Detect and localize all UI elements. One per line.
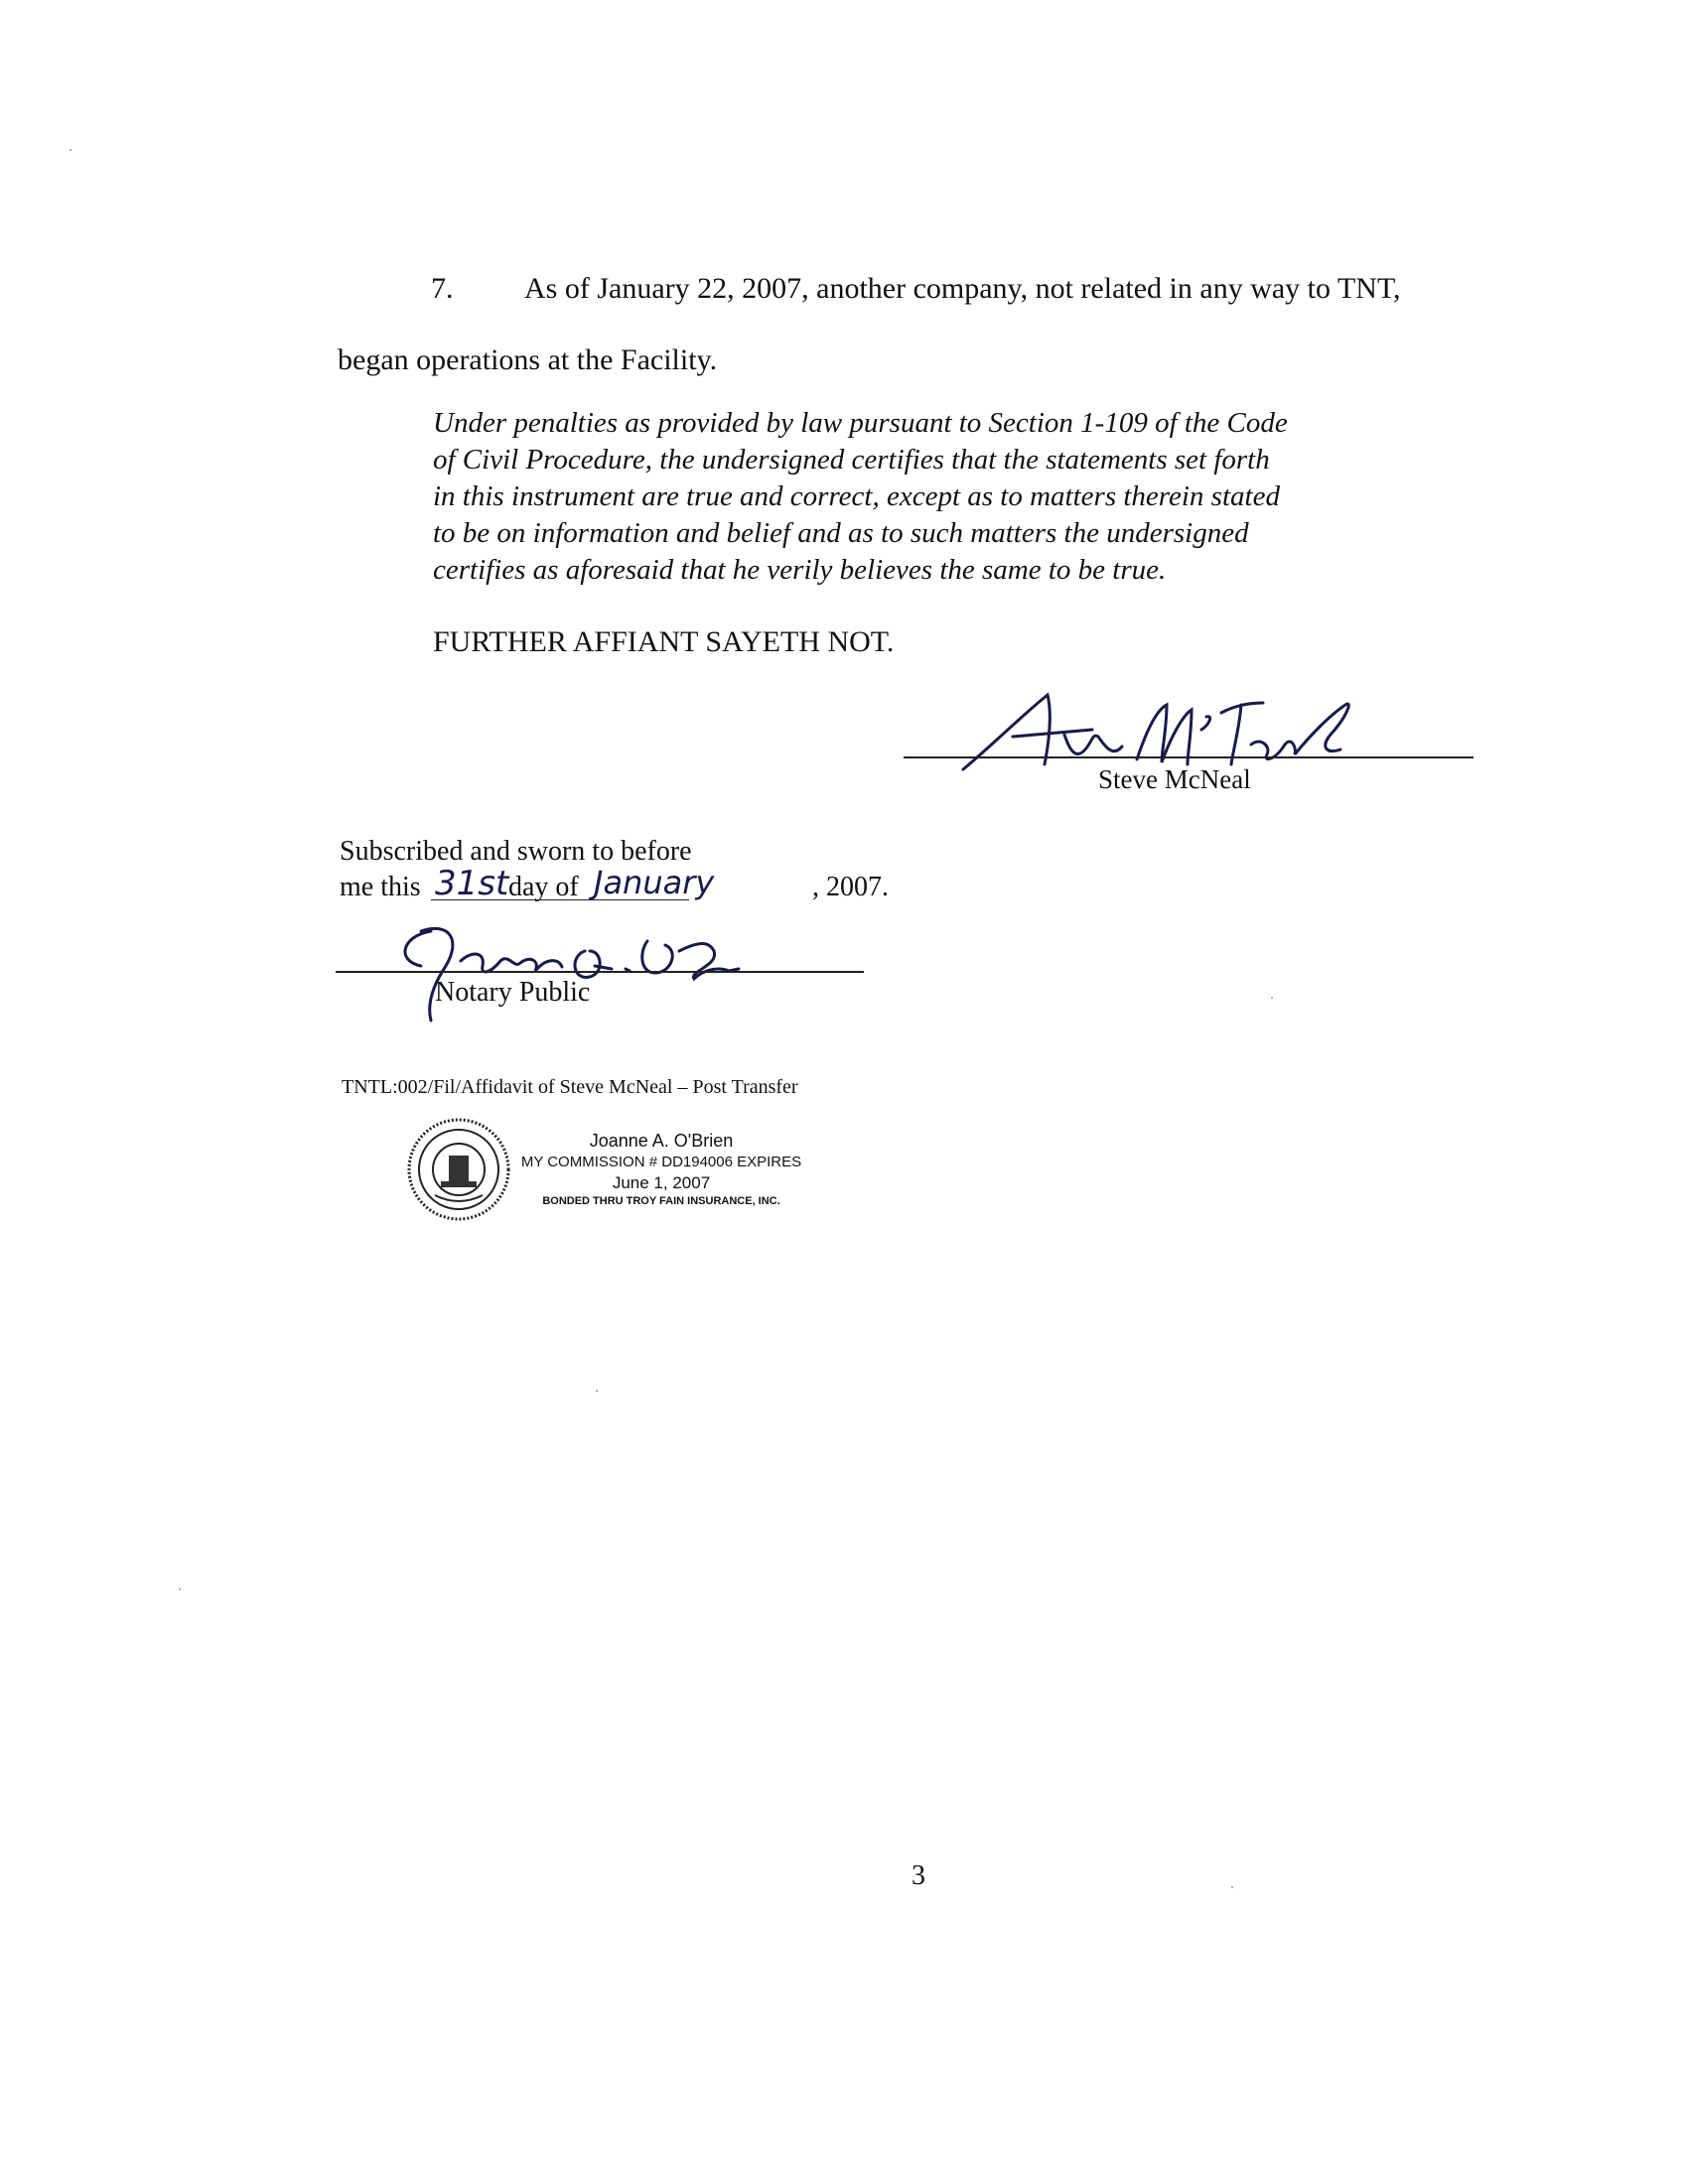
jurat-year: , 2007.	[812, 872, 889, 902]
scan-speck	[1231, 1886, 1233, 1888]
scan-speck	[70, 149, 71, 151]
certification-block	[433, 405, 1406, 589]
affiant-name: Steve McNeal	[1098, 764, 1251, 794]
seal-commission: MY COMMISSION # DD194006 EXPIRES	[520, 1154, 802, 1170]
certification-line: to be on information and belief and as to such matters the undersigned	[433, 517, 1249, 549]
scan-speck	[596, 1390, 598, 1392]
notary-label: Notary Public	[435, 977, 591, 1008]
jurat-day-of: day of	[508, 872, 579, 902]
notary-seal-text	[512, 1130, 810, 1209]
certification-line: Under penalties as provided by law pursuant to Section 1-109 of the Code	[433, 407, 1288, 439]
jurat-line-1: Subscribed and sworn to before	[340, 836, 692, 867]
file-reference: TNTL:002/Fil/Affidavit of Steve McNeal – Post Transfer	[342, 1076, 798, 1098]
handwritten-month: January	[594, 864, 715, 901]
jurat-line-2	[340, 864, 915, 909]
page-number: 3	[912, 1860, 925, 1891]
scan-speck	[1271, 997, 1273, 999]
seal-expiration: June 1, 2007	[612, 1173, 711, 1192]
seal-notary-name: Joanne A. O'Brien	[589, 1131, 734, 1151]
notary-seal-emblem	[405, 1116, 512, 1223]
notary-signature	[391, 911, 808, 1040]
certification-line: in this instrument are true and correct, except as to matters therein stated	[433, 480, 1280, 512]
jurat-date-underline	[431, 899, 689, 900]
certification-line: of Civil Procedure, the undersigned certifies that the statements set forth	[433, 444, 1270, 476]
notary-signature-line	[336, 971, 864, 973]
jurat-me-this: me this	[340, 872, 421, 902]
affiant-signature-line	[904, 756, 1474, 758]
seal-bonded: BONDED THRU TROY FAIN INSURANCE, INC.	[542, 1195, 780, 1207]
state-seal-icon	[405, 1116, 512, 1223]
certification-line: certifies as aforesaid that he verily believes the same to be true.	[433, 554, 1167, 586]
paragraph-line-1: As of January 22, 2007, another company, not related in any way to TNT,	[524, 272, 1401, 305]
scan-speck	[179, 1588, 181, 1590]
closing-statement: FURTHER AFFIANT SAYETH NOT.	[433, 625, 895, 658]
paragraph-line-2: began operations at the Facility.	[338, 343, 718, 376]
handwritten-day: 31st	[435, 864, 509, 903]
paragraph-number: 7.	[431, 272, 454, 305]
